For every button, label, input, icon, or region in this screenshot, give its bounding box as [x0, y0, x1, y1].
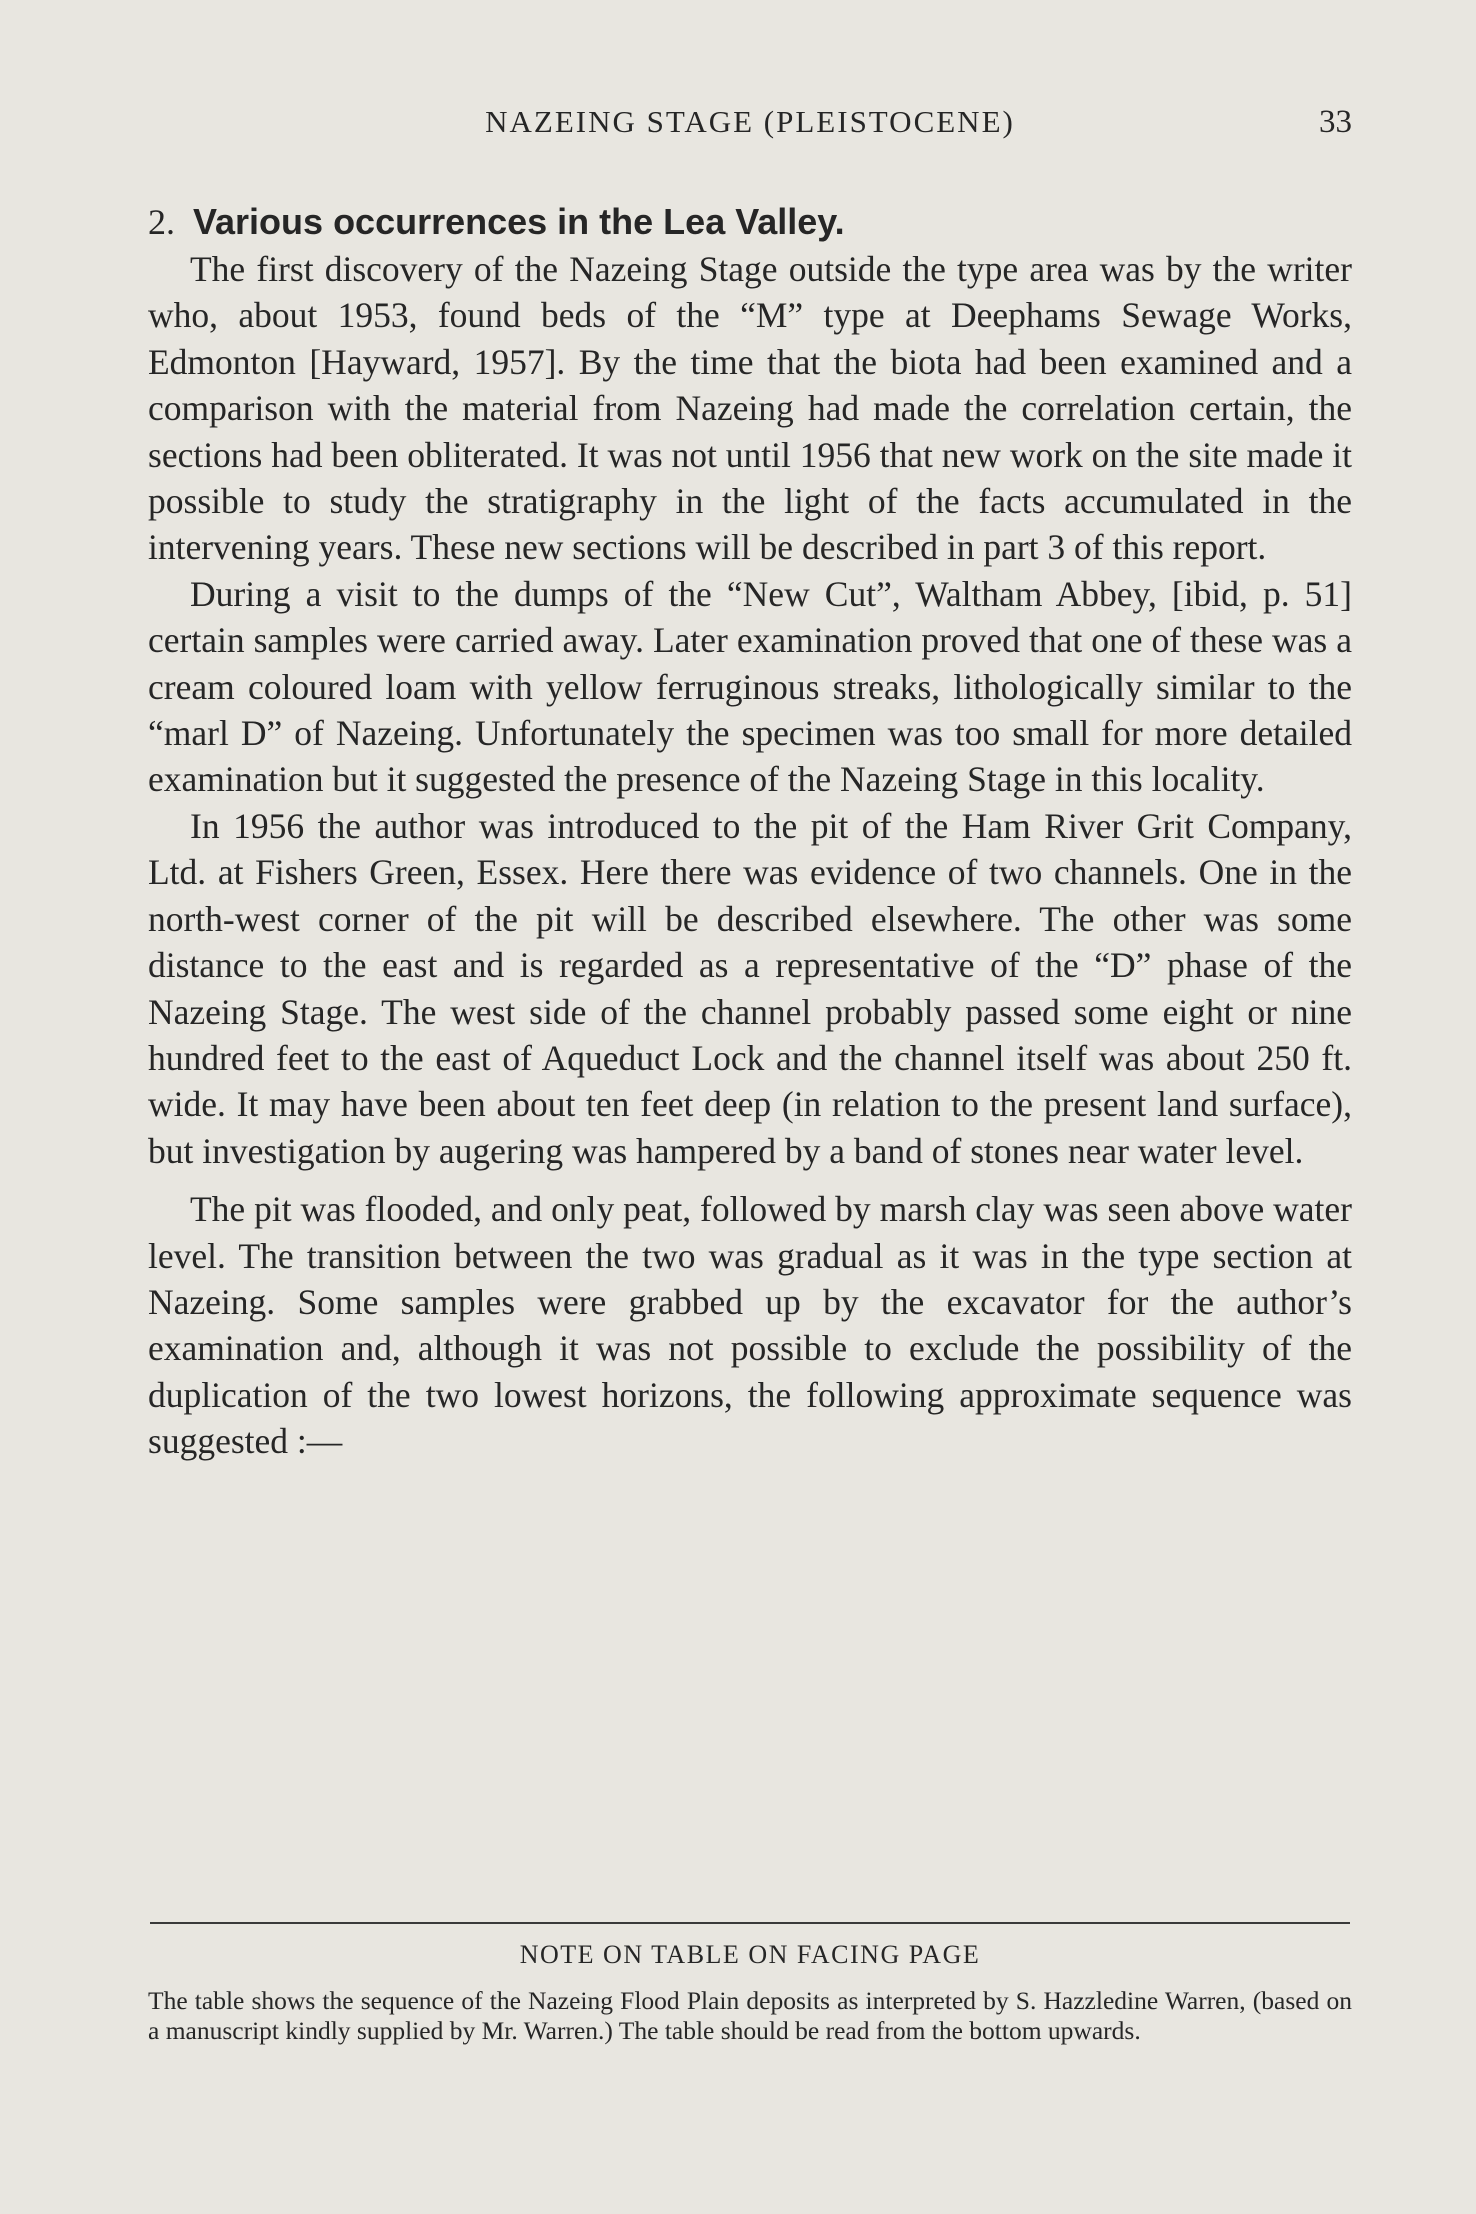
section-title: Various occurrences in the Lea Valley. [193, 201, 845, 242]
running-title: NAZEING STAGE (PLEISTOCENE) [485, 104, 1015, 139]
note-title: NOTE ON TABLE ON FACING PAGE [519, 1940, 981, 1969]
note-text: The table shows the sequence of the Nazeing Flood Plain deposits as interpreted by S. Hazzledine Warren, (based on a manuscript kindly supplied by Mr. Warren.) The table should be read from the bottom upwards. [148, 1986, 1352, 2045]
section-heading [148, 198, 1352, 246]
section-number: 2. [148, 202, 175, 242]
paragraph: The first discovery of the Nazeing Stage outside the type area was by the writer who, about 1953, found beds of the “M” type at Deephams Sewage Works, Edmonton [Hayward, 1957]. By the time that the biota had been examined and a comparison with the material from Nazeing had made the correlation certain, the sections had been obliterated. It was not until 1956 that new work on the site made it possible to study the stratigraphy in the light of the facts accumulated in the intervening years. These new sections will be described in part 3 of this report. [148, 249, 1352, 568]
body-text [148, 246, 1352, 1465]
paragraph: During a visit to the dumps of the “New Cut”, Waltham Abbey, [ibid, p. 51] certain samples were carried away. Later examination proved that one of these was a cream coloured loam with yellow ferruginous streaks, lithologically similar to the “marl D” of Nazeing. Unfortunately the specimen was too small for more detailed examination but it suggested the presence of the Nazeing Stage in this locality. [148, 573, 1352, 800]
paragraph: In 1956 the author was introduced to the pit of the Ham River Grit Company, Ltd. at Fishers Green, Essex. Here there was evidence of two channels. One in the north-west corner of the pit will be described elsewhere. The other was some distance to the east and is regarded as a representative of the “D” phase of the Nazeing Stage. The west side of the channel probably passed some eight or nine hundred feet to the east of Aqueduct Lock and the channel itself was about 250 ft. wide. It may have been about ten feet deep (in relation to the present land surface), but investigation by augering was hampered by a band of stones near water level. [148, 805, 1352, 1171]
page-number: 33 [1319, 104, 1352, 140]
paragraph: The pit was flooded, and only peat, followed by marsh clay was seen above water level. The transition between the two was gradual as it was in the type section at Nazeing. Some samples were grabbed up by the excavator for the author’s examination and, although it was not possible to exclude the possibility of the duplication of the two lowest horizons, the following approximate sequence was suggested :— [148, 1189, 1352, 1462]
footnote-divider [150, 1922, 1350, 1924]
page-header [148, 104, 1352, 152]
